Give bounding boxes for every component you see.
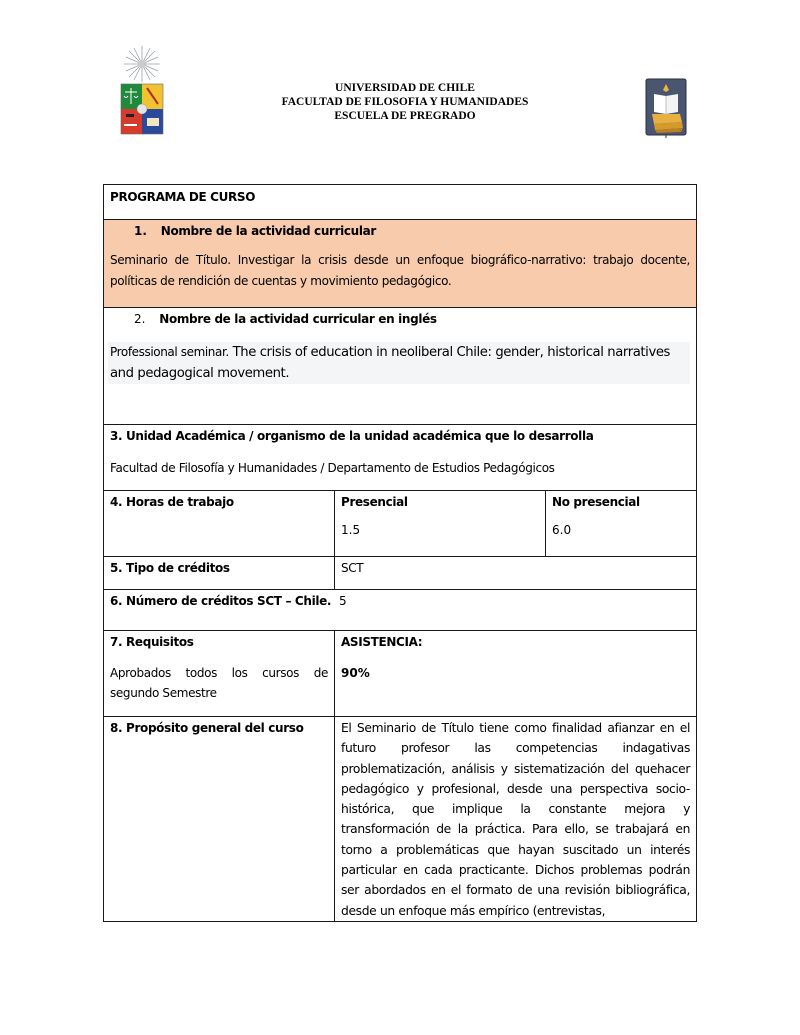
requirements-value: Aprobados todos los cursos de segundo Semestre: [110, 666, 328, 700]
section-1-heading: [110, 221, 690, 241]
section-5-row: [104, 557, 697, 590]
program-title-row: [104, 185, 697, 220]
no-presencial-label: No presencial: [552, 495, 640, 509]
faculty-name: FACULTAD DE FILOSOFIA Y HUMANIDADES: [281, 96, 529, 108]
course-name-english-rest: The crisis of education in neoliberal Chile: gender, historical narratives and pedagogical movement.: [110, 345, 671, 381]
faculty-book-emblem-icon: [645, 78, 687, 138]
university-name: UNIVERSIDAD DE CHILE: [335, 82, 475, 94]
section-2-row: [104, 308, 697, 425]
program-title: PROGRAMA DE CURSO: [110, 190, 256, 204]
course-program-table: [103, 184, 697, 922]
section-1-number: 1.: [134, 224, 147, 238]
course-purpose-value: El Seminario de Título tiene como finalidad afianzar en el futuro profesor las competencias indagativas problematización, análisis y sistematización del quehacer pedagógico y profesional, desde una perspectiva socio-histórica, que implique la constante mejora y transformación de la práctica. Para ello, se trabajará en torno a problemáticas que hayan suscitado un interés particular en cada practicante. Dichos problemas podrán ser abordados en el formato de una revisión bibliográfica, desde un enfoque más empírico (entrevistas,: [335, 717, 697, 922]
course-name-spanish: Seminario de Título. Investigar la crisis desde un enfoque biográfico-narrativo: trabajo docente, políticas de rendición de cuentas y movimiento pedagógico.: [110, 253, 691, 288]
section-8-label: 8. Propósito general del curso: [110, 721, 304, 735]
section-8-row: [104, 717, 697, 922]
section-4-label: 4. Horas de trabajo: [110, 495, 234, 509]
attendance-label: ASISTENCIA:: [341, 635, 423, 649]
institution-heading: [200, 81, 610, 123]
section-1-label: Nombre de la actividad curricular: [160, 224, 376, 238]
section-7-label: 7. Requisitos: [110, 635, 194, 649]
no-presencial-hours: 6.0: [552, 523, 572, 537]
course-name-english: [108, 342, 690, 384]
section-2-label: Nombre de la actividad curricular en inglés: [159, 312, 437, 326]
university-crest-icon: [118, 44, 166, 136]
credit-type-value: SCT: [341, 561, 364, 575]
school-name: ESCUELA DE PREGRADO: [334, 110, 476, 122]
section-6-label: 6. Número de créditos SCT – Chile.: [110, 594, 332, 608]
section-5-label: 5. Tipo de créditos: [110, 561, 230, 575]
section-4-row: [104, 491, 697, 557]
section-3-label: 3. Unidad Académica / organismo de la unidad académica que lo desarrolla: [110, 429, 594, 443]
section-7-row: [104, 631, 697, 717]
section-1-row: [104, 220, 697, 308]
attendance-value: 90%: [341, 666, 370, 680]
section-2-heading: [110, 309, 690, 329]
section-6-row: [104, 590, 697, 631]
course-name-english-prefix: Professional seminar.: [110, 345, 229, 359]
credit-count-value: 5: [338, 594, 347, 608]
presencial-label: Presencial: [341, 495, 408, 509]
section-2-number: 2.: [134, 312, 146, 326]
academic-unit-value: Facultad de Filosofía y Humanidades / Departamento de Estudios Pedagógicos: [110, 461, 555, 475]
section-3-row: [104, 425, 697, 491]
document-header: [0, 0, 800, 150]
presencial-hours: 1.5: [341, 523, 361, 537]
